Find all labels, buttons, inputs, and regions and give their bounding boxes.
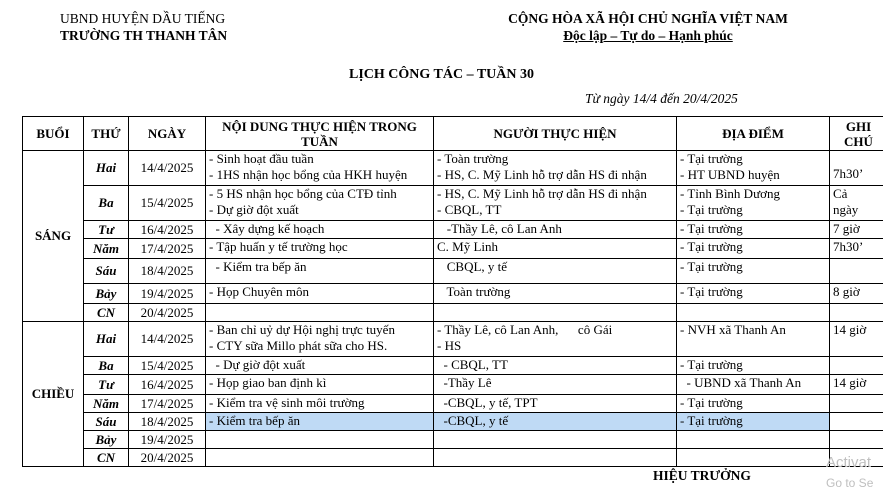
note-cell bbox=[830, 357, 883, 375]
date-cell: 16/4/2025 bbox=[129, 221, 206, 239]
location-cell bbox=[677, 284, 830, 304]
table-row bbox=[23, 151, 883, 186]
col-buoi: BUỔI bbox=[23, 117, 84, 151]
location-line: - Tỉnh Bình Dương bbox=[680, 186, 826, 202]
date-cell: 19/4/2025 bbox=[129, 431, 206, 449]
district-name: UBND HUYỆN DẦU TIẾNG bbox=[60, 10, 227, 27]
table-row bbox=[23, 431, 883, 449]
performer-line: -Thầy Lê, cô Lan Anh bbox=[437, 221, 673, 237]
col-ghichu-line2: CHÚ bbox=[833, 134, 883, 149]
location-line: - Tại trường bbox=[680, 151, 826, 167]
note-line bbox=[833, 151, 883, 166]
note-cell bbox=[830, 151, 883, 186]
note-line: 7h30’ bbox=[833, 239, 883, 255]
note-line bbox=[833, 304, 883, 319]
date-cell: 15/4/2025 bbox=[129, 186, 206, 221]
table-row bbox=[23, 375, 883, 395]
location-line: - UBND xã Thanh An bbox=[680, 375, 826, 391]
performer-line: - CBQL, TT bbox=[437, 202, 673, 218]
location-line bbox=[680, 431, 826, 446]
note-line: ngày bbox=[833, 202, 883, 218]
content-line: - Kiểm tra bếp ăn bbox=[209, 259, 430, 275]
weekday-cell: Tư bbox=[84, 375, 129, 395]
date-cell: 18/4/2025 bbox=[129, 259, 206, 284]
note-line: 14 giờ bbox=[833, 375, 883, 391]
performer-cell bbox=[434, 395, 677, 413]
performer-cell bbox=[434, 431, 677, 449]
location-line: - NVH xã Thanh An bbox=[680, 322, 826, 338]
performer-line: - HS, C. Mỹ Linh hỗ trợ dẫn HS đi nhận bbox=[437, 186, 673, 202]
school-name: TRƯỜNG TH THANH TÂN bbox=[60, 27, 227, 44]
weekday-cell: Ba bbox=[84, 357, 129, 375]
signature-title: HIỆU TRƯỞNG bbox=[653, 468, 751, 484]
note-line bbox=[833, 413, 883, 428]
table-row bbox=[23, 186, 883, 221]
date-cell: 16/4/2025 bbox=[129, 375, 206, 395]
note-cell bbox=[830, 413, 883, 431]
content-line: - Ban chỉ uỷ dự Hội nghị trực tuyến bbox=[209, 322, 430, 338]
location-cell bbox=[677, 357, 830, 375]
note-cell bbox=[830, 431, 883, 449]
date-cell: 20/4/2025 bbox=[129, 304, 206, 322]
date-cell: 15/4/2025 bbox=[129, 357, 206, 375]
table-row bbox=[23, 357, 883, 375]
note-cell bbox=[830, 304, 883, 322]
note-cell bbox=[830, 239, 883, 259]
content-line: - Kiểm tra bếp ăn bbox=[209, 413, 430, 429]
performer-line: Toàn trường bbox=[437, 284, 673, 300]
note-cell bbox=[830, 395, 883, 413]
content-line: - Tập huấn y tế trường học bbox=[209, 239, 430, 255]
location-line: - Tại trường bbox=[680, 221, 826, 237]
location-cell bbox=[677, 449, 830, 467]
content-cell bbox=[206, 259, 434, 284]
performer-line bbox=[437, 431, 673, 446]
performer-line bbox=[437, 449, 673, 464]
location-cell bbox=[677, 375, 830, 395]
note-cell bbox=[830, 259, 883, 284]
col-ngay: NGÀY bbox=[129, 117, 206, 151]
date-cell: 19/4/2025 bbox=[129, 284, 206, 304]
note-line bbox=[833, 357, 883, 372]
performer-cell bbox=[434, 186, 677, 221]
location-cell bbox=[677, 221, 830, 239]
performer-cell bbox=[434, 151, 677, 186]
country-name: CỘNG HÒA XÃ HỘI CHỦ NGHĨA VIỆT NAM bbox=[498, 10, 798, 27]
note-line bbox=[833, 395, 883, 410]
table-row bbox=[23, 449, 883, 467]
table-row bbox=[23, 322, 883, 357]
weekday-cell: CN bbox=[84, 304, 129, 322]
note-cell bbox=[830, 322, 883, 357]
note-line: 8 giờ bbox=[833, 284, 883, 300]
content-cell bbox=[206, 304, 434, 322]
weekday-cell: Sáu bbox=[84, 259, 129, 284]
content-cell bbox=[206, 357, 434, 375]
performer-line: - HS bbox=[437, 338, 673, 354]
performer-cell bbox=[434, 322, 677, 357]
location-line: - Tại trường bbox=[680, 202, 826, 218]
table-row bbox=[23, 304, 883, 322]
content-cell bbox=[206, 449, 434, 467]
national-motto-header bbox=[498, 10, 798, 44]
content-line: - Xây dựng kế hoạch bbox=[209, 221, 430, 237]
content-line: - CTY sữa Millo phát sữa cho HS. bbox=[209, 338, 430, 354]
watermark-line2: Go to Se bbox=[826, 473, 873, 493]
content-line: - Dự giờ đột xuất bbox=[209, 202, 430, 218]
note-cell bbox=[830, 284, 883, 304]
note-line: 14 giờ bbox=[833, 322, 883, 338]
performer-cell bbox=[434, 259, 677, 284]
performer-line: C. Mỹ Linh bbox=[437, 239, 673, 255]
location-line: - Tại trường bbox=[680, 395, 826, 411]
note-line: 7 giờ bbox=[833, 221, 883, 237]
table-row bbox=[23, 284, 883, 304]
content-cell bbox=[206, 413, 434, 431]
location-cell bbox=[677, 431, 830, 449]
date-cell: 17/4/2025 bbox=[129, 395, 206, 413]
date-cell: 14/4/2025 bbox=[129, 322, 206, 357]
date-cell: 14/4/2025 bbox=[129, 151, 206, 186]
performer-line: -CBQL, y tế, TPT bbox=[437, 395, 673, 411]
content-line: - Dự giờ đột xuất bbox=[209, 357, 430, 373]
col-noidung-line1: NỘI DUNG THỰC HIỆN TRONG bbox=[209, 119, 430, 134]
performer-cell bbox=[434, 357, 677, 375]
location-cell bbox=[677, 395, 830, 413]
weekday-cell: Ba bbox=[84, 186, 129, 221]
content-cell bbox=[206, 431, 434, 449]
col-thu: THỨ bbox=[84, 117, 129, 151]
weekday-cell: Hai bbox=[84, 151, 129, 186]
location-line: - Tại trường bbox=[680, 284, 826, 300]
content-cell bbox=[206, 239, 434, 259]
weekday-cell: Bảy bbox=[84, 431, 129, 449]
note-cell bbox=[830, 221, 883, 239]
performer-line: -Thầy Lê bbox=[437, 375, 673, 391]
note-line: Cả bbox=[833, 186, 883, 202]
weekday-cell: CN bbox=[84, 449, 129, 467]
content-line: - 5 HS nhận học bổng của CTĐ tỉnh bbox=[209, 186, 430, 202]
location-cell bbox=[677, 304, 830, 322]
location-cell bbox=[677, 259, 830, 284]
note-cell bbox=[830, 186, 883, 221]
content-cell bbox=[206, 186, 434, 221]
table-row bbox=[23, 221, 883, 239]
session-cell: SÁNG bbox=[23, 151, 84, 322]
col-noidung-line2: TUẦN bbox=[209, 134, 430, 149]
content-line: - Họp giao ban định kì bbox=[209, 375, 430, 391]
content-line: - Sinh hoạt đầu tuần bbox=[209, 151, 430, 167]
performer-cell bbox=[434, 284, 677, 304]
content-cell bbox=[206, 395, 434, 413]
location-line: - Tại trường bbox=[680, 239, 826, 255]
table-row bbox=[23, 395, 883, 413]
content-line bbox=[209, 431, 430, 446]
note-cell bbox=[830, 375, 883, 395]
weekday-cell: Năm bbox=[84, 395, 129, 413]
document-title: LỊCH CÔNG TÁC – TUẦN 30 bbox=[0, 67, 883, 83]
col-noidung bbox=[206, 117, 434, 151]
content-line: - Kiểm tra vệ sinh môi trường bbox=[209, 395, 430, 411]
note-line: 7h30’ bbox=[833, 166, 883, 182]
weekday-cell: Bảy bbox=[84, 284, 129, 304]
session-cell: CHIỀU bbox=[23, 322, 84, 467]
location-line bbox=[680, 304, 826, 319]
content-cell bbox=[206, 375, 434, 395]
date-range: Từ ngày 14/4 đến 20/4/2025 bbox=[585, 91, 738, 107]
table-header-row bbox=[23, 117, 883, 151]
table-row bbox=[23, 259, 883, 284]
performer-cell bbox=[434, 375, 677, 395]
col-ghichu bbox=[830, 117, 883, 151]
content-cell bbox=[206, 221, 434, 239]
activation-watermark bbox=[826, 453, 873, 493]
date-cell: 20/4/2025 bbox=[129, 449, 206, 467]
content-line bbox=[209, 304, 430, 319]
performer-cell bbox=[434, 449, 677, 467]
performer-line: - HS, C. Mỹ Linh hỗ trợ dẫn HS đi nhận bbox=[437, 167, 673, 183]
performer-cell bbox=[434, 304, 677, 322]
content-line bbox=[209, 449, 430, 464]
location-cell bbox=[677, 239, 830, 259]
note-line bbox=[833, 431, 883, 446]
weekday-cell: Năm bbox=[84, 239, 129, 259]
col-diadiem: ĐỊA ĐIỂM bbox=[677, 117, 830, 151]
date-cell: 17/4/2025 bbox=[129, 239, 206, 259]
schedule-table bbox=[22, 116, 883, 467]
content-cell bbox=[206, 322, 434, 357]
content-line: - 1HS nhận học bổng của HKH huyện bbox=[209, 167, 430, 183]
location-cell bbox=[677, 151, 830, 186]
location-line: - Tại trường bbox=[680, 357, 826, 373]
location-line bbox=[680, 449, 826, 464]
performer-line bbox=[437, 304, 673, 319]
performer-cell bbox=[434, 413, 677, 431]
performer-line: -CBQL, y tế bbox=[437, 413, 673, 429]
performer-line: CBQL, y tế bbox=[437, 259, 673, 275]
location-cell bbox=[677, 413, 830, 431]
note-line bbox=[833, 259, 883, 274]
performer-cell bbox=[434, 221, 677, 239]
weekday-cell: Tư bbox=[84, 221, 129, 239]
location-cell bbox=[677, 322, 830, 357]
content-cell bbox=[206, 284, 434, 304]
performer-line: - Toàn trường bbox=[437, 151, 673, 167]
performer-cell bbox=[434, 239, 677, 259]
motto: Độc lập – Tự do – Hạnh phúc bbox=[498, 27, 798, 44]
location-line bbox=[680, 338, 826, 353]
table-row bbox=[23, 239, 883, 259]
table-row bbox=[23, 413, 883, 431]
watermark-line1: Activat bbox=[826, 453, 873, 473]
date-cell: 18/4/2025 bbox=[129, 413, 206, 431]
location-cell bbox=[677, 186, 830, 221]
note-line bbox=[833, 338, 883, 353]
agency-header bbox=[60, 10, 227, 44]
performer-line: - CBQL, TT bbox=[437, 357, 673, 373]
location-line: - Tại trường bbox=[680, 259, 826, 275]
performer-line: - Thầy Lê, cô Lan Anh, cô Gái bbox=[437, 322, 673, 338]
location-line: - Tại trường bbox=[680, 413, 826, 429]
location-line: - HT UBND huyện bbox=[680, 167, 826, 183]
content-cell bbox=[206, 151, 434, 186]
weekday-cell: Hai bbox=[84, 322, 129, 357]
col-ghichu-line1: GHI bbox=[833, 119, 883, 134]
col-nguoi: NGƯỜI THỰC HIỆN bbox=[434, 117, 677, 151]
content-line: - Họp Chuyên môn bbox=[209, 284, 430, 300]
weekday-cell: Sáu bbox=[84, 413, 129, 431]
